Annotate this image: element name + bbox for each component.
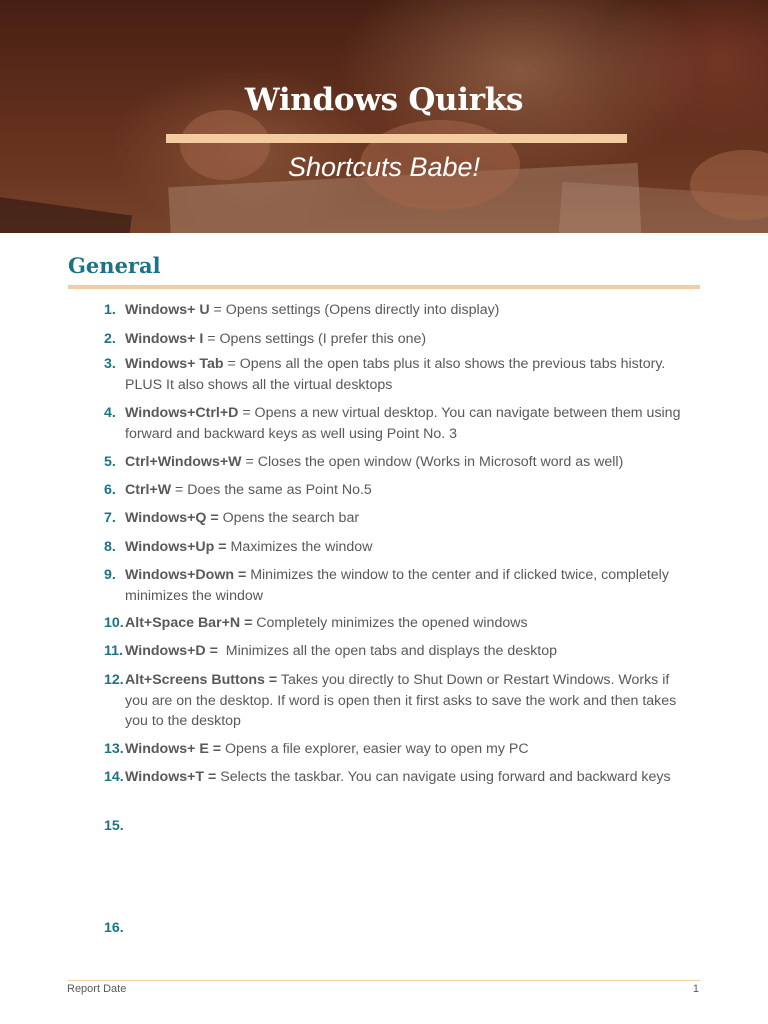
- list-item: [104, 641, 684, 662]
- document-title: Windows Quirks: [244, 82, 524, 118]
- list-item: [104, 354, 684, 395]
- footer-divider: [68, 980, 700, 981]
- list-number: 13.: [104, 741, 124, 757]
- list-item: [104, 300, 684, 321]
- list-number: 3.: [104, 356, 116, 372]
- page-number: 1: [692, 983, 699, 995]
- list-number: 7.: [104, 510, 116, 526]
- shortcut-description: Maximizes the window: [226, 539, 373, 555]
- list-number: 9.: [104, 567, 116, 583]
- shortcut-key: Ctrl+Windows+W: [125, 454, 242, 470]
- list-number: 14.: [104, 769, 124, 785]
- shortcut-description: Opens a file explorer, easier way to open my PC: [221, 741, 529, 757]
- list-item: [104, 565, 684, 606]
- shortcut-description: = Opens settings (I prefer this one): [203, 331, 427, 347]
- shortcut-key: Windows+Ctrl+D: [125, 405, 239, 421]
- list-item: [104, 670, 684, 732]
- shortcut-key: Alt+Screens Buttons =: [125, 672, 278, 688]
- shortcut-key: Windows+ U: [125, 302, 210, 318]
- shortcut-key: Windows+Q =: [125, 510, 219, 526]
- list-number: 16.: [104, 920, 124, 936]
- shortcut-key: Windows+ E =: [125, 741, 222, 757]
- list-number: 4.: [104, 405, 116, 421]
- list-item: [104, 329, 684, 350]
- list-item: [104, 739, 684, 760]
- shortcut-key: Windows+D =: [125, 643, 218, 659]
- footer-report-date: Report Date: [67, 983, 127, 995]
- shortcut-description: Takes you directly to Shut Down or Restart Windows. Works if you are on the desktop. If word is open then it first asks to save the work and then takes you to the desktop: [125, 672, 677, 729]
- list-number: 15.: [104, 818, 124, 834]
- list-item: [104, 452, 684, 473]
- list-item: [104, 767, 684, 788]
- shortcut-key: Windows+ I: [125, 331, 204, 347]
- shortcut-key: Windows+Up =: [125, 539, 227, 555]
- shortcut-description: Selects the taskbar. You can navigate using forward and backward keys: [216, 769, 671, 785]
- list-item: [104, 403, 684, 444]
- shortcut-key: Alt+Space Bar+N =: [125, 615, 253, 631]
- list-number: 8.: [104, 539, 116, 555]
- list-number: 1.: [104, 302, 116, 318]
- list-number: 11.: [104, 643, 123, 659]
- shortcut-description: = Closes the open window (Works in Microsoft word as well): [241, 454, 624, 470]
- section-divider: [68, 285, 700, 289]
- shortcut-key: Windows+ Tab: [125, 356, 224, 372]
- document-subtitle: Shortcuts Babe!: [287, 152, 481, 182]
- section-heading: General: [68, 253, 161, 278]
- list-item: [104, 613, 684, 634]
- shortcut-description: Minimizes the window to the center and if clicked twice, completely minimizes the window: [125, 567, 669, 604]
- title-divider: [166, 134, 627, 143]
- list-number: 10.: [104, 615, 124, 631]
- shortcut-description: = Does the same as Point No.5: [171, 482, 372, 498]
- list-item: [104, 537, 684, 558]
- shortcut-key: Windows+T =: [125, 769, 217, 785]
- list-number: 5.: [104, 454, 116, 470]
- shortcut-key: Ctrl+W: [125, 482, 172, 498]
- list-number: 2.: [104, 331, 116, 347]
- shortcut-description: = Opens all the open tabs plus it also shows the previous tabs history. PLUS It also shows all the virtual desktops: [125, 356, 666, 393]
- shortcut-description: Opens the search bar: [218, 510, 360, 526]
- shortcut-description: Completely minimizes the opened windows: [252, 615, 528, 631]
- shortcut-description: = Opens settings (Opens directly into display): [209, 302, 500, 318]
- shortcut-description: = Opens a new virtual desktop. You can navigate between them using forward and backward keys as well using Point No. 3: [125, 405, 681, 442]
- list-number: 12.: [104, 672, 124, 688]
- header-banner-image: [0, 0, 768, 233]
- list-number: 6.: [104, 482, 116, 498]
- shortcut-key: Windows+Down =: [125, 567, 247, 583]
- list-item: [104, 508, 684, 529]
- list-item: [104, 480, 684, 501]
- shortcut-description: Minimizes all the open tabs and displays the desktop: [217, 643, 558, 659]
